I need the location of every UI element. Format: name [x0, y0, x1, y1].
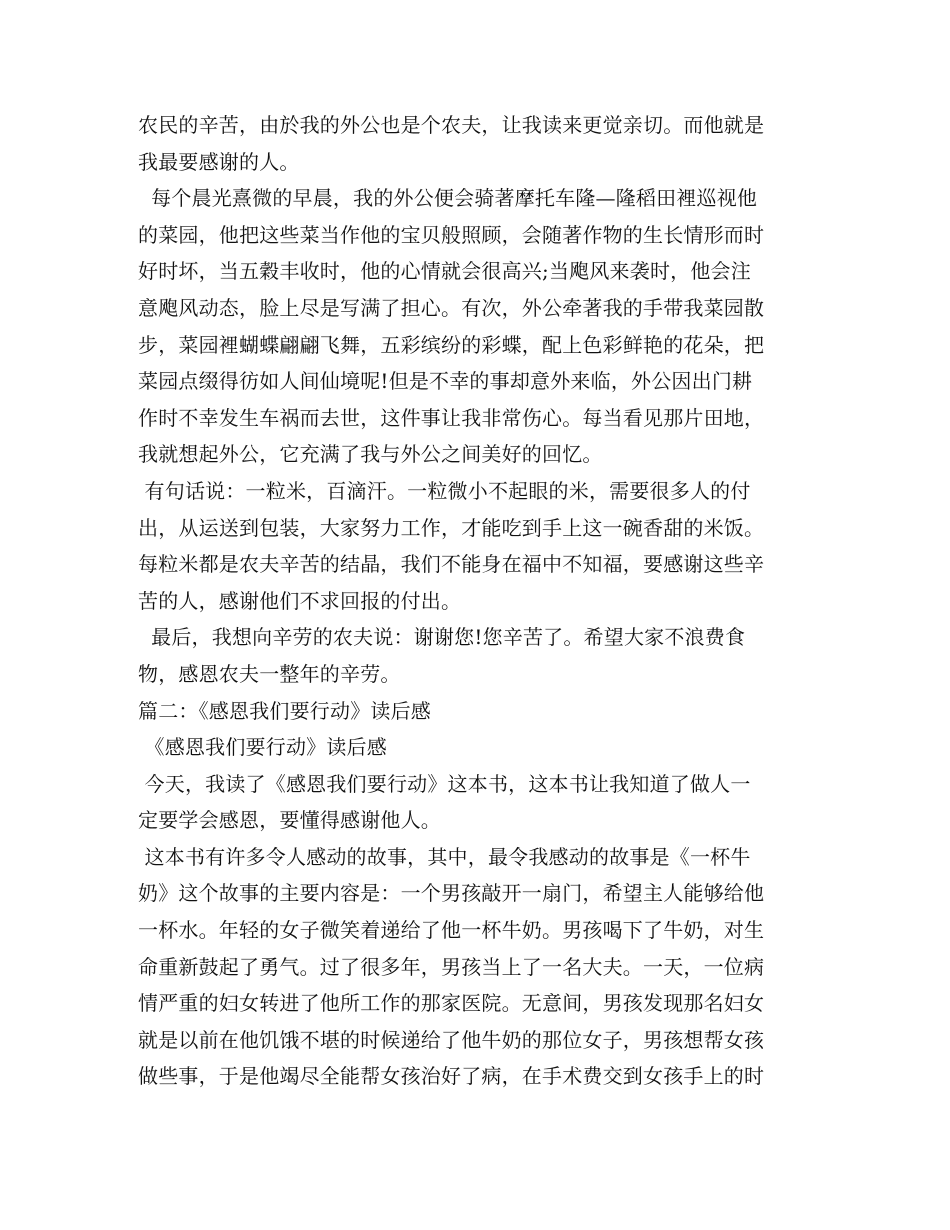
- text-line: 出，从运送到包装，大家努力工作，才能吃到手上这一碗香甜的米饭。: [138, 515, 765, 540]
- text-line: 意飑风动态，脸上尽是写满了担心。有次，外公牵著我的手带我菜园散: [138, 295, 765, 320]
- text-line: 最后，我想向辛劳的农夫说：谢谢您!您辛苦了。希望大家不浪费食: [138, 625, 746, 650]
- text-line: 情严重的妇女转进了他所工作的那家医院。无意间，男孩发现那名妇女: [138, 991, 765, 1016]
- text-line: 苦的人，感谢他们不求回报的付出。: [138, 588, 462, 613]
- text-line: 我就想起外公，它充满了我与外公之间美好的回忆。: [138, 442, 603, 467]
- book-title: 《感恩我们要行动》读后感: [138, 735, 387, 760]
- text-line: 每个晨光熹微的早晨，我的外公便会骑著摩托车隆—隆稻田裡巡视他: [138, 186, 758, 211]
- section-heading: 篇二：《感恩我们要行动》读后感: [138, 698, 431, 723]
- text-line: 我最要感谢的人。: [138, 149, 300, 174]
- text-line: 农民的辛苦，由於我的外公也是个农夫，让我读来更觉亲切。而他就是: [138, 113, 765, 137]
- text-line: 定要学会感恩，要懂得感谢他人。: [138, 808, 441, 833]
- text-line: 有句话说：一粒米，百滴汗。一粒微小不起眼的米，需要很多人的付: [138, 478, 751, 503]
- text-line: 菜园点缀得彷如人间仙境呢!但是不幸的事却意外来临，外公因出门耕: [138, 369, 753, 394]
- text-line: 做些事，于是他竭尽全能帮女孩治好了病，在手术费交到女孩手上的时: [138, 1064, 765, 1089]
- text-line: 一杯水。年轻的女子微笑着递给了他一杯牛奶。男孩喝下了牛奶，对生: [138, 918, 765, 943]
- text-line: 好时坏，当五穀丰收时，他的心情就会很高兴;当飑风来袭时，他会注: [138, 259, 751, 284]
- text-line: 命重新鼓起了勇气。过了很多年，男孩当上了一名大夫。一天，一位病: [138, 954, 765, 979]
- text-line: 步，菜园裡蝴蝶翩翩飞舞，五彩缤纷的彩蝶，配上色彩鲜艳的花朵，把: [138, 332, 765, 357]
- text-line: 物，感恩农夫一整年的辛劳。: [138, 661, 401, 686]
- text-line: 就是以前在他饥饿不堪的时候递给了他牛奶的那位女子，男孩想帮女孩: [138, 1027, 765, 1052]
- text-line: 今天，我读了《感恩我们要行动》这本书，这本书让我知道了做人一: [138, 771, 751, 796]
- text-line: 这本书有许多令人感动的故事，其中，最令我感动的故事是《一杯牛: [138, 844, 751, 869]
- text-line: 每粒米都是农夫辛苦的结晶，我们不能身在福中不知福，要感谢这些辛: [138, 552, 765, 577]
- text-line: 的菜园，他把这些菜当作他的宝贝般照顾，会随著作物的生长情形而时: [138, 222, 765, 247]
- text-line: 奶》这个故事的主要内容是：一个男孩敲开一扇门，希望主人能够给他: [138, 881, 765, 906]
- document-body: [138, 107, 818, 1095]
- text-line: 作时不幸发生车祸而去世，这件事让我非常伤心。每当看见那片田地，: [138, 405, 765, 430]
